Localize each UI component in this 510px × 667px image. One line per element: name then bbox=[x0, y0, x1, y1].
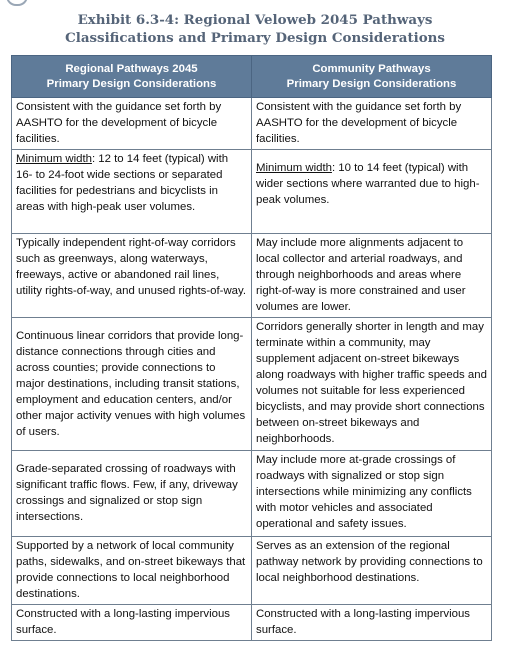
table-row bbox=[12, 150, 492, 234]
logo-fragment bbox=[6, 0, 28, 6]
min-width-text: : 10 to 14 feet (typical) with wider sections where warranted due to high-peak volumes. bbox=[256, 162, 480, 206]
community-cell: Corridors generally shorter in length and may terminate within a community, may supplement adjacent on-street bikeways along roadways with higher traffic speeds and volumes not suitable for less experienced bicyclists, and may provide short connections between on-street bikeways and neighborhoods. bbox=[252, 318, 492, 451]
exhibit-title-line2: Classifications and Primary Design Considerations bbox=[65, 30, 445, 46]
header-community-pathways bbox=[252, 56, 492, 98]
regional-cell: Constructed with a long-lasting impervious surface. bbox=[12, 605, 252, 641]
community-cell: Constructed with a long-lasting impervious surface. bbox=[252, 605, 492, 641]
header-community-line1: Community Pathways bbox=[312, 63, 431, 75]
community-cell: Consistent with the guidance set forth by AASHTO for the development of bicycle facilities. bbox=[252, 98, 492, 150]
regional-cell: Grade-separated crossing of roadways with significant traffic flows. Few, if any, driveway crossings and signalized or stop sign intersections. bbox=[12, 451, 252, 537]
header-regional-line2: Primary Design Considerations bbox=[46, 78, 217, 90]
exhibit-title-line1: Exhibit 6.3-4: Regional Veloweb 2045 Pathways bbox=[77, 12, 433, 28]
min-width-label: Minimum width bbox=[256, 162, 332, 174]
table-row bbox=[12, 234, 492, 318]
min-width-label: Minimum width bbox=[16, 153, 92, 165]
min-width-text: : 12 to 14 feet (typical) with 16- to 24-foot wide sections or separated facilities for pedestrians and bicyclists in areas with high-peak user volumes. bbox=[16, 153, 229, 213]
community-cell bbox=[252, 150, 492, 234]
table-row bbox=[12, 451, 492, 537]
table-row bbox=[12, 537, 492, 605]
header-regional-pathways bbox=[12, 56, 252, 98]
community-cell: May include more alignments adjacent to local collector and arterial roadways, and through neighborhoods and areas where right-of-way is more constrained and user volumes are lower. bbox=[252, 234, 492, 318]
community-cell: Serves as an extension of the regional pathway network by providing connections to local neighborhood destinations. bbox=[252, 537, 492, 605]
regional-cell: Supported by a network of local community paths, sidewalks, and on-street bikeways that provide connections to local neighborhood destinations. bbox=[12, 537, 252, 605]
table-row bbox=[12, 605, 492, 641]
community-cell: May include more at-grade crossings of roadways with signalized or stop sign intersections while minimizing any conflicts with motor vehicles and associated operational and safety issues. bbox=[252, 451, 492, 537]
regional-cell: Continuous linear corridors that provide long-distance connections through cities and across counties; provide connections to major destinations, including transit stations, employment and education centers, and/or other major activity venues with high volumes of users. bbox=[12, 318, 252, 451]
design-considerations-table bbox=[11, 55, 492, 641]
table-row bbox=[12, 98, 492, 150]
regional-cell bbox=[12, 150, 252, 234]
regional-cell: Typically independent right-of-way corridors such as greenways, along waterways, freeways, active or abandoned rail lines, utility rights-of-way, and unused rights-of-way. bbox=[12, 234, 252, 318]
table-header-row bbox=[12, 56, 492, 98]
header-regional-line1: Regional Pathways 2045 bbox=[65, 63, 198, 75]
header-community-line2: Primary Design Considerations bbox=[286, 78, 457, 90]
table-row bbox=[12, 318, 492, 451]
regional-cell: Consistent with the guidance set forth by AASHTO for the development of bicycle facilities. bbox=[12, 98, 252, 150]
